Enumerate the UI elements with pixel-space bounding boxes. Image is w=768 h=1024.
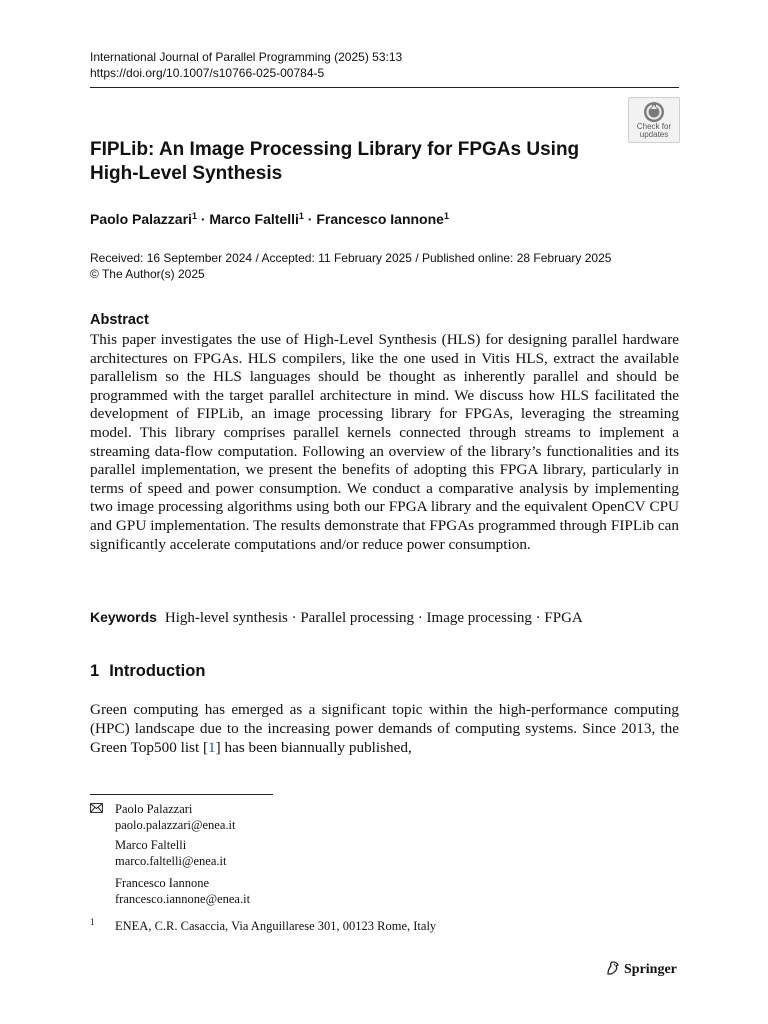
author-affil-mark: 1 bbox=[191, 211, 197, 221]
author-affil-mark: 1 bbox=[443, 211, 449, 221]
author-affil-mark: 1 bbox=[298, 211, 304, 221]
abstract-text: This paper investigates the use of High-Level Synthesis (HLS) for designing parallel hardware architectures on FPGAs. HLS compilers, like the one used in Vitis HLS, extract the available parallelism so the HLS languages should be thought as inherently parallel and should be programmed with the target parallel architecture in mind. We discuss how HLS facilitated the development of FIPLib, an image processing library for FPGAs, leveraging the streaming model. This library comprises parallel kernels connected through streams to implement a streaming data-flow computation. Following an overview of the library’s functionalities and its parallel implementation, we present the benefits of adopting this FPGA library, particularly in terms of speed and power consumption. We conduct a comparative analysis by implementing two image processing algorithms using both our FPGA library and the equivalent OpenCV CPU and GPU implementation. The results demonstrate that FPGAs programmed through FIPLib can significantly accelerate computations and/or reduce power consumption. bbox=[90, 331, 679, 553]
correspondent-email[interactable]: paolo.palazzari@enea.it bbox=[115, 818, 236, 832]
correspondent-email[interactable]: marco.faltelli@enea.it bbox=[115, 854, 227, 868]
author-separator: · bbox=[303, 211, 317, 227]
section-title: Introduction bbox=[109, 662, 206, 680]
title-line-2: High-Level Synthesis bbox=[90, 163, 283, 184]
correspondence-entry bbox=[115, 801, 235, 833]
keywords bbox=[90, 608, 679, 628]
correspondent-name: Marco Faltelli bbox=[115, 838, 187, 852]
publisher-logo bbox=[605, 960, 677, 979]
journal-header bbox=[90, 49, 402, 81]
intro-text-after: ] has been biannually published, bbox=[215, 739, 412, 756]
author-name[interactable]: Marco Faltelli bbox=[209, 211, 299, 227]
envelope-icon bbox=[90, 803, 103, 813]
check-for-updates-badge[interactable] bbox=[628, 97, 680, 143]
journal-citation: International Journal of Parallel Programming (2025) 53:13 bbox=[90, 50, 403, 64]
publication-dates bbox=[90, 250, 611, 282]
dates-line: Received: 16 September 2024 / Accepted: 11 February 2025 / Published online: 28 February 2025 bbox=[90, 251, 612, 265]
badge-line-1: Check for bbox=[636, 122, 672, 131]
abstract-heading: Abstract bbox=[90, 312, 149, 328]
intro-text-before: Green computing has emerged as a significant topic within the high-performance computing (HPC) landscape due to the increasing power demands of computing systems. Since 2013, the Green Top500 list [ bbox=[90, 701, 679, 756]
header-rule bbox=[90, 87, 679, 88]
title-line-1: FIPLib: An Image Processing Library for FPGAs Using bbox=[90, 139, 580, 160]
copyright-line: © The Author(s) 2025 bbox=[90, 267, 205, 281]
section-heading bbox=[90, 661, 205, 681]
keywords-text: High-level synthesis · Parallel processing · Image processing · FPGA bbox=[164, 610, 583, 626]
paper-title bbox=[90, 138, 610, 186]
author-separator: · bbox=[196, 211, 210, 227]
doi-link[interactable]: https://doi.org/10.1007/s10766-025-00784-5 bbox=[90, 66, 325, 80]
author-list bbox=[90, 207, 449, 228]
introduction-text bbox=[90, 700, 679, 757]
correspondent-email[interactable]: francesco.iannone@enea.it bbox=[115, 892, 251, 906]
correspondence-entry bbox=[115, 837, 226, 869]
citation-link[interactable]: 1 bbox=[208, 739, 216, 756]
check-for-updates-icon bbox=[643, 101, 665, 123]
author-name[interactable]: Francesco Iannone bbox=[316, 211, 444, 227]
keywords-label: Keywords bbox=[90, 609, 157, 625]
springer-horse-icon bbox=[605, 960, 621, 976]
correspondent-name: Paolo Palazzari bbox=[115, 802, 193, 816]
correspondent-name: Francesco Iannone bbox=[115, 876, 210, 890]
affiliation-mark: 1 bbox=[90, 917, 95, 927]
correspondence-entry bbox=[115, 875, 250, 907]
footnote-rule bbox=[90, 794, 273, 795]
publisher-name: Springer bbox=[624, 962, 677, 977]
section-number: 1 bbox=[90, 662, 100, 680]
author-name[interactable]: Paolo Palazzari bbox=[90, 211, 192, 227]
badge-line-2: updates bbox=[639, 130, 669, 139]
affiliation-text: ENEA, C.R. Casaccia, Via Anguillarese 301, 00123 Rome, Italy bbox=[115, 919, 437, 933]
